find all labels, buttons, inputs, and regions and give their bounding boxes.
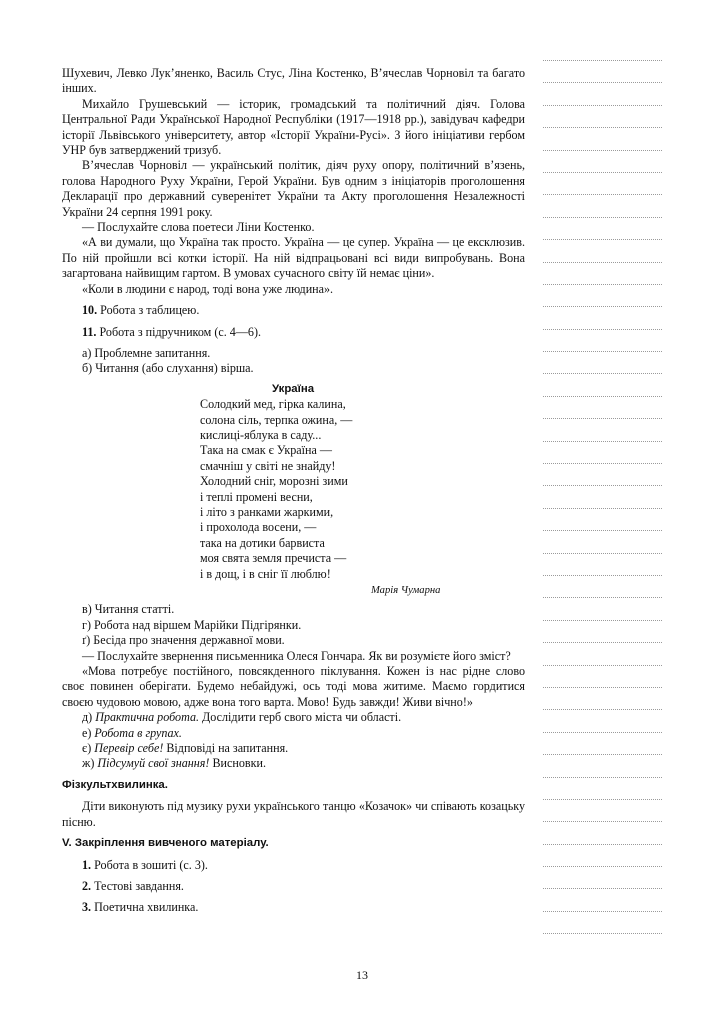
poem-line: Така на смак є Україна — xyxy=(200,443,332,458)
subtask-ye-italic: Перевір себе! xyxy=(94,741,164,756)
paragraph-listen-kostenko: — Послухайте слова поетеси Ліни Костенко. xyxy=(82,220,315,235)
poem-line: смачніш у світі не знайду! xyxy=(200,458,336,473)
note-line xyxy=(543,329,662,330)
note-line xyxy=(543,351,662,352)
note-line xyxy=(543,620,662,621)
note-line xyxy=(543,127,662,128)
subtask-v: в) Читання статті. xyxy=(82,602,175,617)
note-line xyxy=(543,665,662,666)
subtask-d xyxy=(62,710,525,725)
heading-fizkult: Фізкультхвилинка. xyxy=(62,778,168,791)
subtask-d-italic: Практична робота. xyxy=(95,710,200,725)
note-line xyxy=(543,777,662,778)
subtask-zh-prefix: ж) xyxy=(82,756,98,771)
note-line xyxy=(543,284,662,285)
note-line xyxy=(543,933,662,934)
note-line xyxy=(543,262,662,263)
note-line xyxy=(543,150,662,151)
task-11-number: 11. xyxy=(82,324,97,339)
note-line xyxy=(543,553,662,554)
page-body xyxy=(62,66,525,916)
paragraph-listen-honchar: — Послухайте звернення письменника Олеся Гончара. Як ви розумієте його зміст? xyxy=(82,648,511,663)
note-line xyxy=(543,373,662,374)
poem-line: моя свята земля пречиста — xyxy=(200,551,347,566)
note-line xyxy=(543,172,662,173)
poem-line: і літо з ранками жаркими, xyxy=(200,504,334,519)
note-line xyxy=(543,441,662,442)
note-line xyxy=(543,105,662,106)
poem-line: і прохолода восени, — xyxy=(200,520,317,535)
heading-section-5: V. Закріплення вивченого матеріалу. xyxy=(62,837,269,850)
task-10-number: 10. xyxy=(82,303,98,318)
paragraph-famous-people: Шухевич, Левко Лук’яненко, Василь Стус, Ліна Костенко, В’ячеслав Чорновіл та багато інших. xyxy=(62,66,525,96)
subtask-ye-text: Відповіді на запитання. xyxy=(163,741,289,756)
subtask-ye xyxy=(62,741,525,756)
note-line xyxy=(543,217,662,218)
paragraph-fizkult: Діти виконують під музику рухи українського танцю «Козачок» чи співають козацьку пісню. xyxy=(62,799,525,829)
poem-line: кислиці-яблука в саду... xyxy=(200,427,322,442)
note-line xyxy=(543,82,662,83)
section5-task-3-text: Поетична хвилинка. xyxy=(91,900,199,915)
poem-title: Україна xyxy=(272,382,315,395)
section5-task-2-text: Тестові завдання. xyxy=(91,878,184,893)
note-line xyxy=(543,530,662,531)
paragraph-hrushevsky: Михайло Грушевський — історик, громадський та політичний діяч. Голова Центральної Ради Української Народної Республіки (1917—1918 рр.), завідувач кафедри історії Львівського університету, автор «Історії України-Русі». З його ініціативи гербом УНР був затверджений тризуб. xyxy=(62,96,525,158)
note-line xyxy=(543,239,662,240)
poem-line: Солодкий мед, гірка калина, xyxy=(200,397,346,412)
note-line xyxy=(543,396,662,397)
subtask-d-text: Дослідити герб свого міста чи області. xyxy=(199,710,402,725)
section5-task-1 xyxy=(62,858,525,873)
quote-kostenko: «А ви думали, що Україна так просто. Україна — це супер. Україна — це ексклюзив. По ній пройшли всі котки історії. На ній відпрацьовані всі види випробувань. Вона загартована найвищим гартом. В умовах сучасного світу їй немає ціни». xyxy=(62,235,525,281)
page-number: 13 xyxy=(356,968,368,982)
subtask-h: г) Робота над віршем Марійки Підгірянки. xyxy=(82,617,302,632)
quote-honchar: «Мова потребує постійного, повсякденного піклування. Кожен із нас рідне слово своє повинен оберігати. Будемо небайдужі, ось тоді мова житиме. Маємо гордитися своєю чудовою мовою, адже вона того варта. Мово! Будь завжди! Живи вічно!» xyxy=(62,664,525,709)
poem-line: солона сіль, терпка ожина, — xyxy=(200,412,353,427)
subtask-e xyxy=(62,726,525,741)
note-line xyxy=(543,194,662,195)
note-line xyxy=(543,642,662,643)
note-line xyxy=(543,799,662,800)
task-10-text: Робота з таблицею. xyxy=(97,303,200,318)
poem-line: така на дотики барвиста xyxy=(200,535,325,550)
subtask-zh xyxy=(62,756,525,771)
subtask-g: ґ) Бесіда про значення державної мови. xyxy=(82,633,285,648)
task-11 xyxy=(62,325,525,340)
note-line xyxy=(543,844,662,845)
note-line xyxy=(543,687,662,688)
section5-task-1-number: 1. xyxy=(82,857,92,872)
poem xyxy=(62,382,525,599)
note-line xyxy=(543,754,662,755)
note-line xyxy=(543,463,662,464)
note-line xyxy=(543,888,662,889)
poem-line: і в дощ, і в сніг її люблю! xyxy=(200,566,331,581)
subtask-b: б) Читання (або слухання) вірша. xyxy=(82,361,254,376)
subtask-a: а) Проблемне запитання. xyxy=(82,345,211,360)
note-line xyxy=(543,597,662,598)
task-10 xyxy=(62,303,525,318)
note-line xyxy=(543,508,662,509)
section5-task-1-text: Робота в зошиті (с. 3). xyxy=(91,857,208,872)
note-line xyxy=(543,575,662,576)
section5-task-2-number: 2. xyxy=(82,878,92,893)
subtask-zh-text: Висновки. xyxy=(209,756,266,771)
section5-task-2 xyxy=(62,879,525,894)
section5-task-3-number: 3. xyxy=(82,900,92,915)
note-line xyxy=(543,306,662,307)
note-line xyxy=(543,418,662,419)
note-line xyxy=(543,866,662,867)
poem-author: Марія Чумарна xyxy=(371,585,441,596)
subtask-e-prefix: е) xyxy=(82,725,95,740)
subtask-e-italic: Робота в групах. xyxy=(94,725,182,740)
task-11-text: Робота з підручником (с. 4—6). xyxy=(96,324,261,339)
note-line xyxy=(543,821,662,822)
note-line xyxy=(543,60,662,61)
quote-people: «Коли в людини є народ, тоді вона уже людина». xyxy=(82,281,334,296)
note-line xyxy=(543,709,662,710)
poem-line: і теплі промені весни, xyxy=(200,489,313,504)
poem-line: Холодний сніг, морозні зими xyxy=(200,474,348,489)
notes-margin xyxy=(543,60,662,956)
subtask-ye-prefix: є) xyxy=(82,741,95,756)
note-line xyxy=(543,485,662,486)
subtask-d-prefix: д) xyxy=(82,710,96,725)
subtask-zh-italic: Підсумуй свої знання! xyxy=(97,756,210,771)
paragraph-chornovil: В’ячеслав Чорновіл — український політик, діяч руху опору, політичний в’язень, голова Народного Руху України, Герой України. Був одним з ініціаторів проголошення Декларації про державний суверенітет України та Акту проголошення Незалежності України 24 серпня 1991 року. xyxy=(62,158,525,219)
note-line xyxy=(543,732,662,733)
section5-task-3 xyxy=(62,900,525,915)
note-line xyxy=(543,911,662,912)
